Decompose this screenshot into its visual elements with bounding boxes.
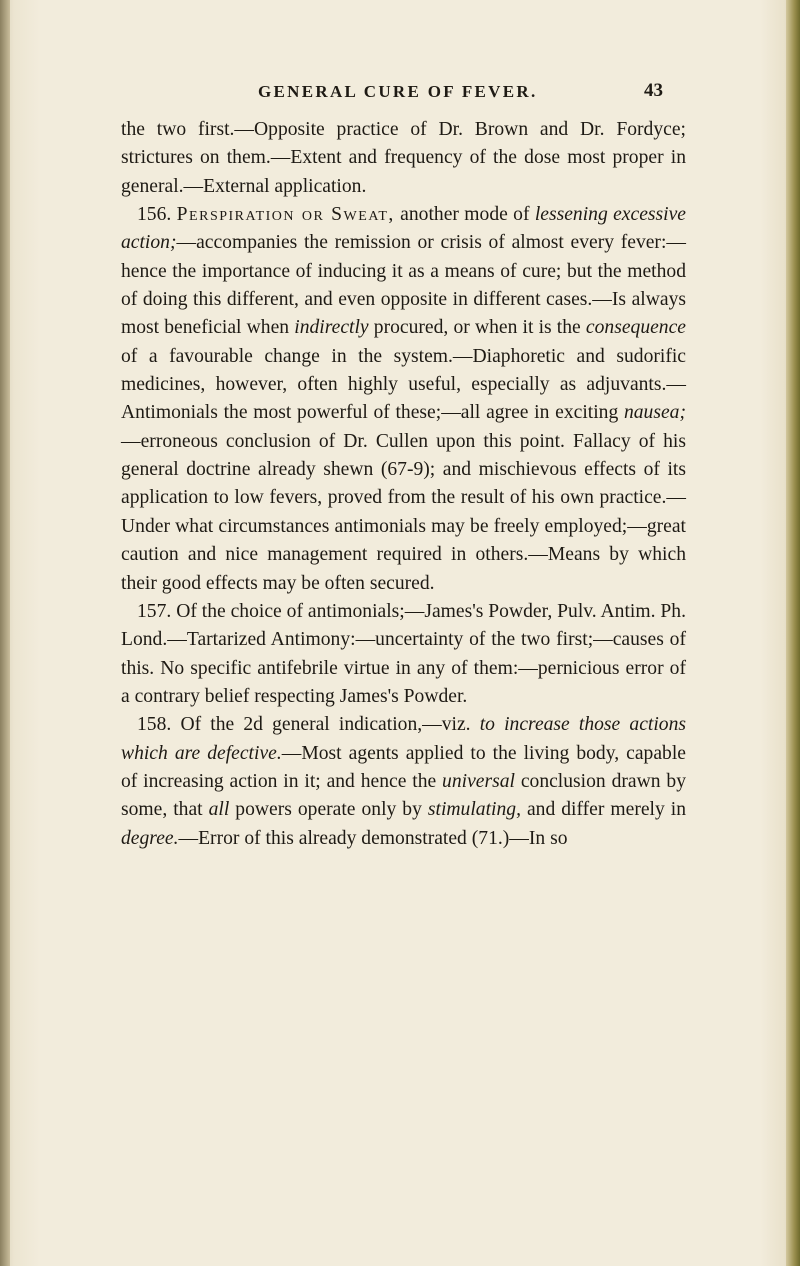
- page-edge: [786, 0, 800, 1266]
- text-run: —accompanies the remission or crisis of almost every fever:—hence the importance of inducing it as a means of cure; but the method of doing this different, and even opposite in different cases.—Is always most beneficial when: [121, 232, 686, 339]
- text-run: —Most agents applied to the living body, capable of increasing action in it; and hence the: [121, 742, 686, 792]
- text-run: procured, or when it is the: [368, 317, 586, 339]
- text-run: the two first.—Opposite practice of Dr. Brown and Dr. Fordyce; strictures on them.—Extent and frequency of the dose most proper in general.—External application.: [121, 119, 686, 197]
- paragraph-158: [121, 711, 686, 853]
- text-run: Of the 2d general indication,—viz.: [171, 714, 480, 736]
- italic-run: all: [208, 799, 230, 821]
- section-number: 158.: [137, 714, 172, 736]
- paragraph-156: [121, 201, 686, 598]
- section-number: 156.: [137, 204, 172, 226]
- italic-run: consequence: [585, 317, 686, 339]
- italic-run: nausea;: [623, 402, 686, 424]
- section-heading: Perspiration or Sweat,: [176, 204, 395, 226]
- page-spine-shadow: [0, 0, 10, 1266]
- text-run: —erroneous conclusion of Dr. Cullen upon this point. Fallacy of his general doctrine already shewn (67-9); and mischievous effects of its application to low fevers, proved from the result of his own practice.—Under what circumstances antimonials may be freely employed;—great caution and nice management required in others.—Means by which their good effects may be often secured.: [121, 430, 686, 594]
- paragraph-157: [121, 598, 686, 711]
- page-header: [0, 80, 800, 110]
- text-run: conclusion drawn by some, that: [121, 770, 686, 821]
- text-run: Of the choice of antimonials;—James's Powder, Pulv. Antim. Ph. Lond.—Tartarized Antimony:—uncertainty of the two first;—causes of this. No specific antifebrile virtue in any of them:—pernicious error of a contrary belief respecting James's Powder.: [121, 600, 686, 707]
- italic-run: universal: [442, 770, 515, 792]
- page-number: 43: [644, 80, 663, 101]
- italic-run: to increase those actions which are defective.: [121, 714, 687, 764]
- text-run: —Error of this already demonstrated (71.)—In so: [178, 827, 568, 849]
- running-head: GENERAL CURE OF FEVER.: [258, 82, 538, 101]
- italic-run: lessening excessive action;: [121, 204, 686, 254]
- body-text: [121, 116, 686, 853]
- italic-run: degree.: [121, 827, 179, 849]
- paragraph-155-continuation: [121, 116, 686, 201]
- italic-run: indirectly: [294, 317, 369, 339]
- section-number: 157.: [137, 600, 172, 622]
- text-run: another mode of: [394, 204, 535, 226]
- text-run: of a favourable change in the system.—Diaphoretic and sudorific medicines, however, often highly useful, especially as adjuvants.—Antimonials the most powerful of these;—all agree in exciting: [121, 345, 686, 424]
- text-run: and differ merely in: [520, 799, 687, 821]
- text-run: powers operate only by: [229, 799, 428, 821]
- italic-run: stimulating,: [427, 799, 521, 821]
